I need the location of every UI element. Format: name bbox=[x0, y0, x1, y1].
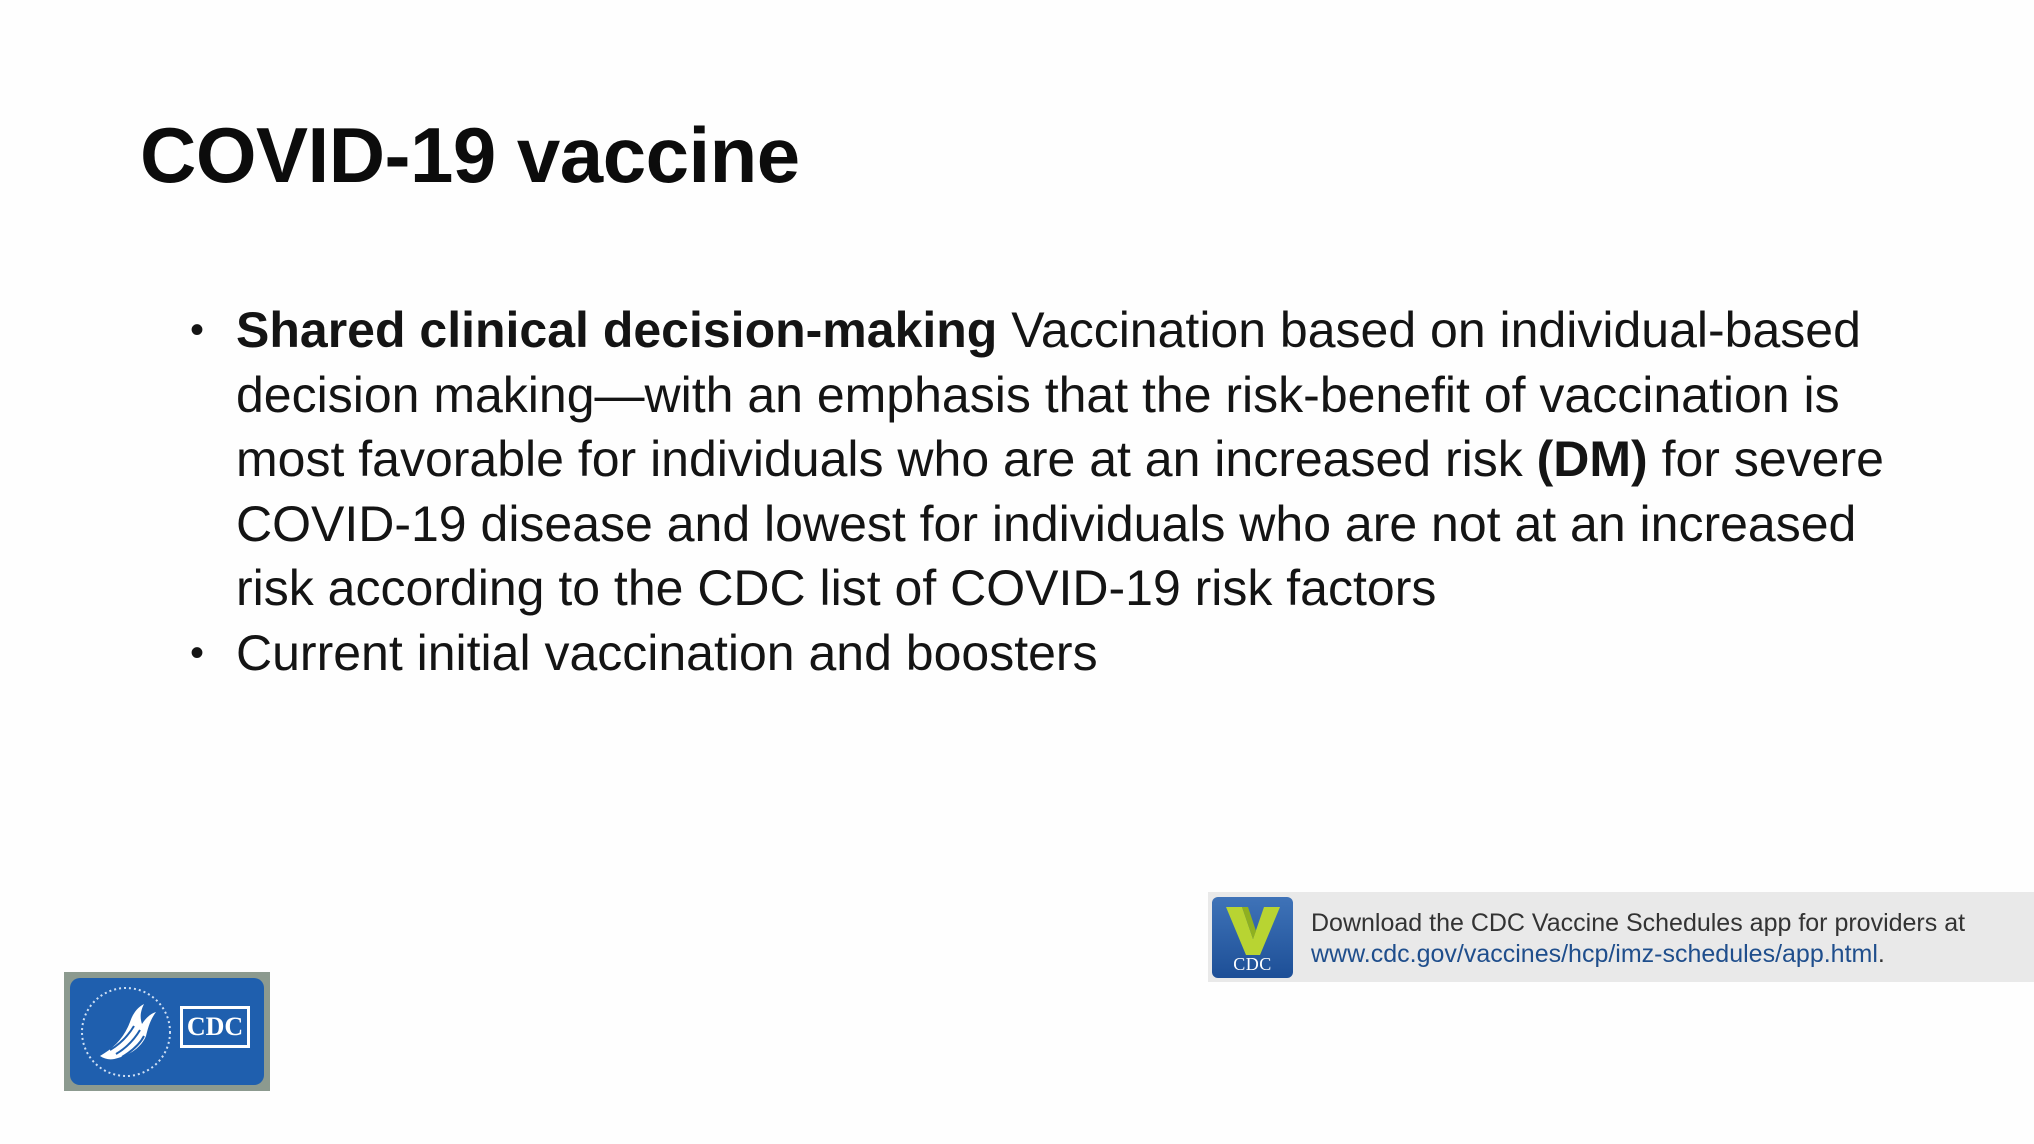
bullet-bold-dm: (DM) bbox=[1536, 431, 1648, 487]
bullet-item-current-vaccination bbox=[190, 621, 1910, 686]
cdc-logo-box: CDC bbox=[180, 1006, 250, 1048]
cdc-vaccine-app-icon bbox=[1212, 897, 1293, 978]
bullet-dot: • bbox=[190, 308, 205, 352]
hhs-cdc-logo bbox=[64, 972, 270, 1091]
app-download-link[interactable]: www.cdc.gov/vaccines/hcp/imz-schedules/app.html bbox=[1311, 940, 1878, 968]
bullet-text: Current initial vaccination and boosters bbox=[236, 624, 1098, 681]
bullet-item-shared-decision bbox=[190, 298, 1910, 621]
bullet-text-part1: Vaccination based on individual-based decision making—with an emphasis that the risk-benefit of vaccination is most favorable for individuals who are at an increased risk bbox=[236, 302, 1861, 487]
slide-title: COVID-19 vaccine bbox=[140, 111, 800, 199]
bullet-text-part2: for severe COVID-19 disease and lowest for individuals who are not at an increased risk according to the CDC list of COVID-19 risk factors bbox=[236, 431, 1884, 616]
app-download-banner bbox=[1208, 892, 2034, 982]
bullet-dot: • bbox=[190, 630, 205, 675]
app-banner-line2 bbox=[1311, 939, 1965, 970]
app-banner-text bbox=[1311, 908, 1965, 970]
app-link-suffix: . bbox=[1877, 940, 1885, 968]
app-icon-label: CDC bbox=[1233, 954, 1272, 974]
bullet-bold-lead: Shared clinical decision-making bbox=[236, 302, 998, 358]
bullet-list bbox=[190, 298, 1910, 685]
app-banner-line1: Download the CDC Vaccine Schedules app for providers at bbox=[1311, 909, 1966, 937]
logo-inner bbox=[70, 978, 264, 1085]
